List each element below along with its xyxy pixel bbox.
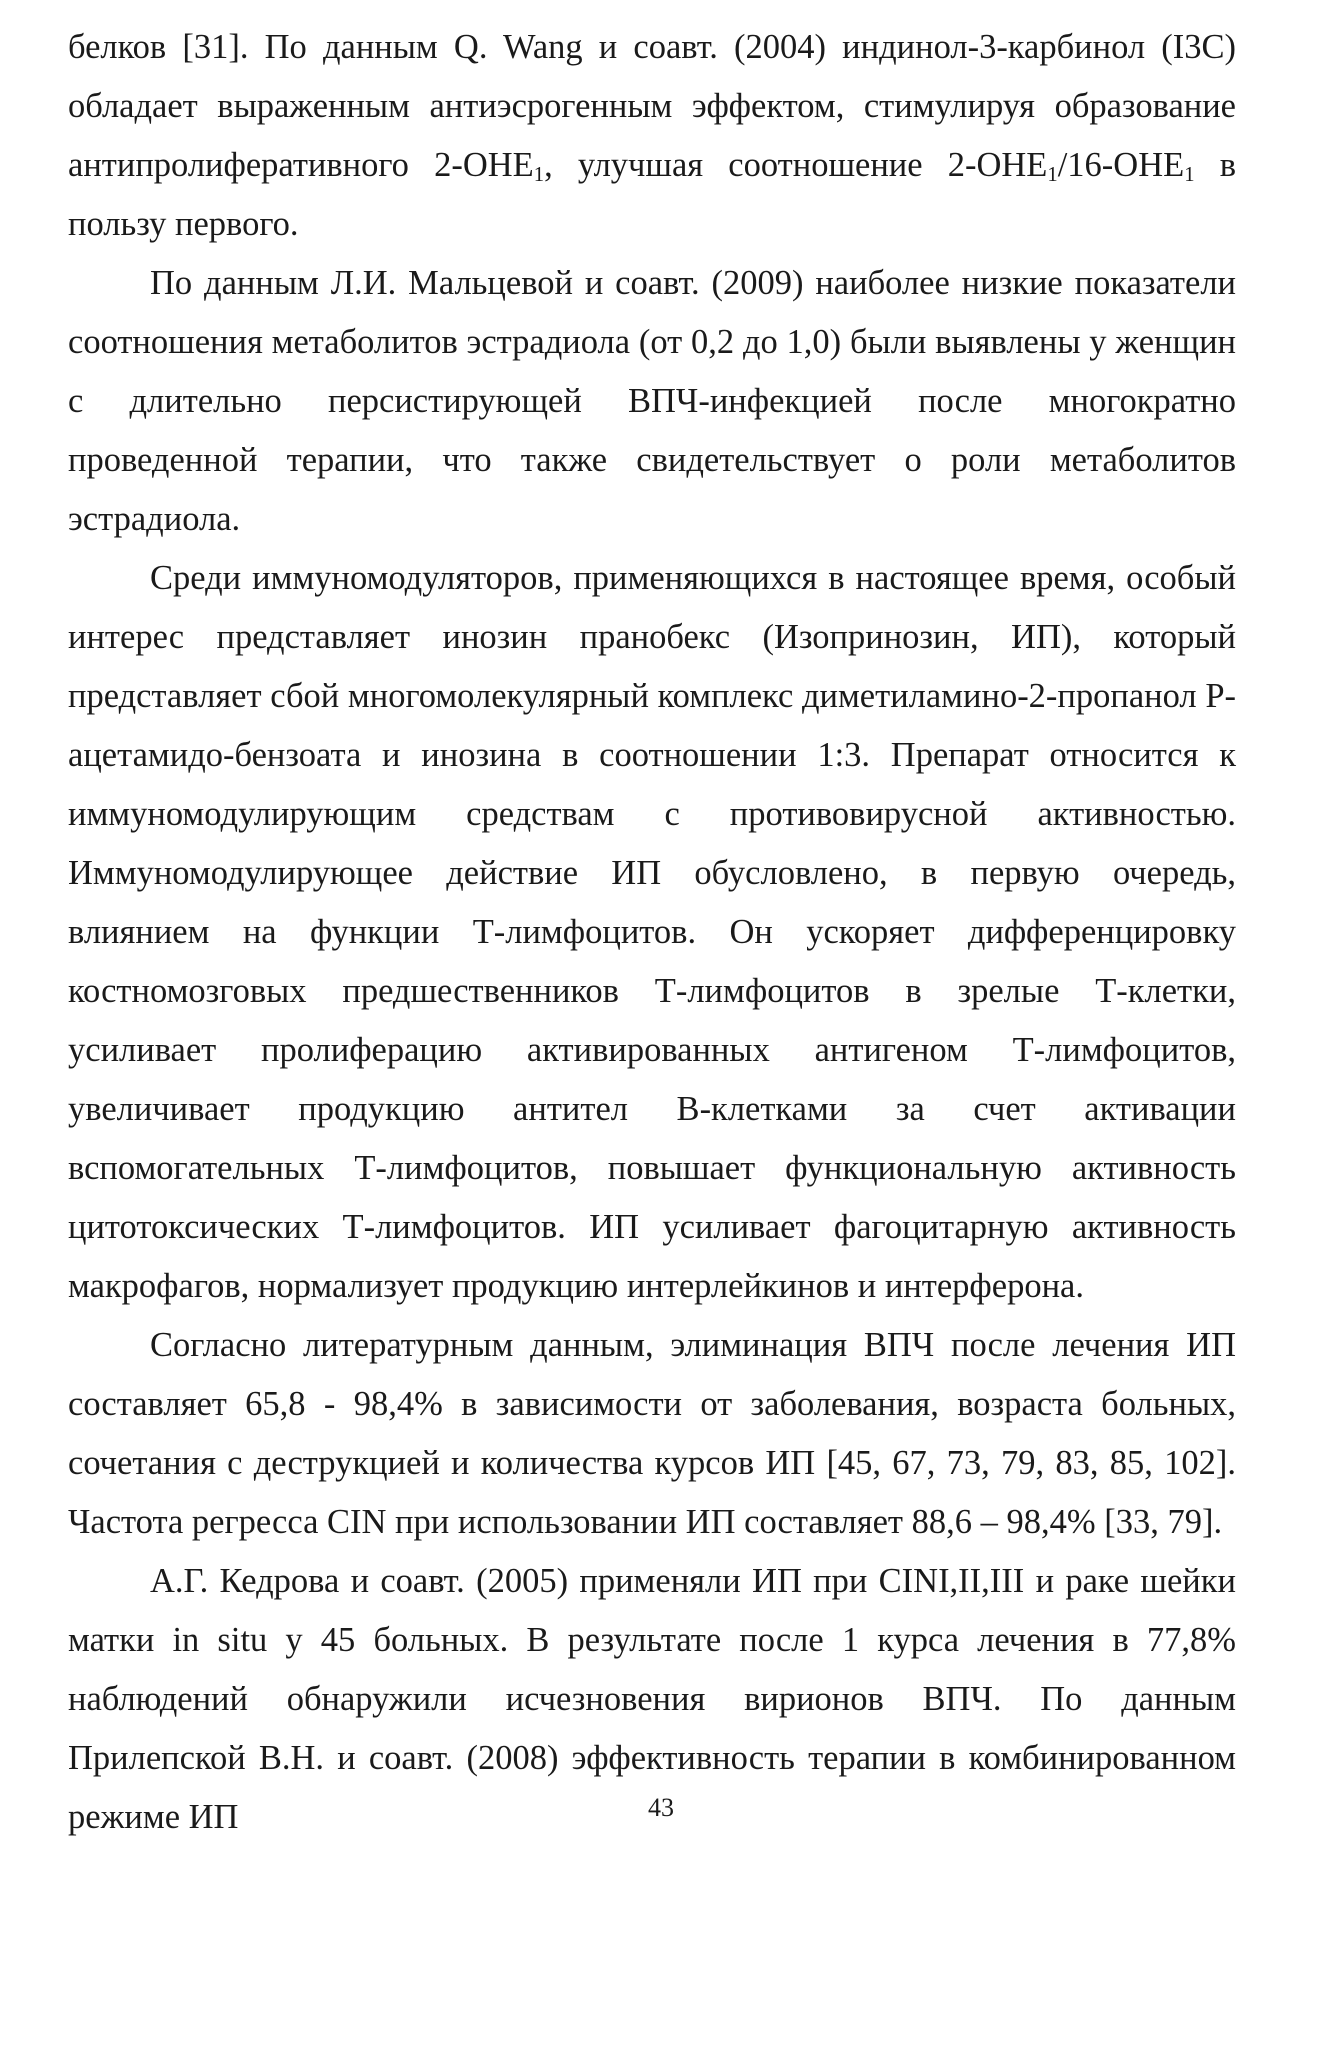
text-run: /16-ОНЕ: [1057, 146, 1185, 184]
text-run: , улучшая соотношение 2-ОНЕ: [544, 146, 1048, 184]
paragraph-maltseva: [68, 254, 1236, 549]
document-body: [68, 18, 1236, 1847]
page-number: 43: [648, 1793, 674, 1822]
text-run: По данным Л.И. Мальцевой и соавт. (2009) наиболее низкие показатели соотношения метаболитов эстрадиола (от 0,2 до 1,0) были выявлены у женщин с длительно персистирующей ВПЧ-инфекцией после многократно проведенной терапии, что также свидетельствует о роли метаболитов эстрадиола.: [68, 264, 1236, 538]
subscript: 1: [1047, 164, 1058, 187]
text-run: в пользу первого.: [68, 146, 1236, 243]
text-run: Согласно литературным данным, элиминация ВПЧ после лечения ИП составляет 65,8 - 98,4% в зависимости от заболевания, возраста больных, сочетания с деструкцией и количества курсов ИП [45, 67, 73, 79, 83, 85, 102]. Частота регресса CIN при использовании ИП составляет 88,6 – 98,4% [33, 79].: [68, 1326, 1236, 1541]
text-run: Среди иммуномодуляторов, применяющихся в настоящее время, особый интерес представляет инозин пранобекс (Изопринозин, ИП), который представляет сбой многомолекулярный комплекс диметиламино-2-пропанол Р-ацетамидо-бензоата и инозина в соотношении 1:3. Препарат относится к иммуномодулирующим средствам с противовирусной активностью. Иммуномодулирующее действие ИП обусловлено, в первую очередь, влиянием на функции Т-лимфоцитов. Он ускоряет дифференцировку костномозговых предшественников Т-лимфоцитов в зрелые Т-клетки, усиливает пролиферацию активированных антигеном Т-лимфоцитов, увеличивает продукцию антител В-клетками за счет активации вспомогательных Т-лимфоцитов, повышает функциональную активность цитотоксических Т-лимфоцитов. ИП усиливает фагоцитарную активность макрофагов, нормализует продукцию интерлейкинов и интерферона.: [68, 559, 1236, 1305]
paragraph-immunomodulators: [68, 549, 1236, 1316]
text-run: белков [31]. По данным Q. Wang и соавт. (2004) индинол-3-карбинол (I3C) обладает выраженным антиэсрогенным эффектом, стимулируя образование антипролиферативного 2-ОНЕ: [68, 28, 1236, 184]
subscript: 1: [1184, 164, 1195, 187]
paragraph-estrogen-metabolites: [68, 18, 1236, 254]
subscript: 1: [533, 164, 545, 187]
text-run: А.Г. Кедрова и соавт. (2005) применяли ИП при CINI,II,III и раке шейки матки in situ у 45 больных. В результате после 1 курса лечения в 77,8% наблюдений обнаружили исчезновения вирионов ВПЧ. По данным Прилепской В.Н. и соавт. (2008) эффективность терапии в комбинированном режиме ИП: [68, 1562, 1236, 1836]
paragraph-elimination: [68, 1316, 1236, 1552]
